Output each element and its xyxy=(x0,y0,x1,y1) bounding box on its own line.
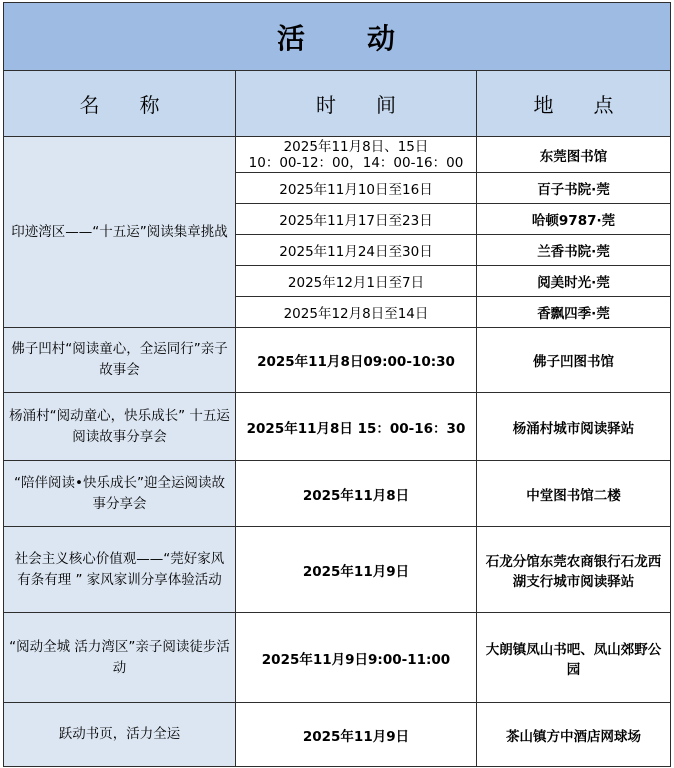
event-place: 百子书院·莞 xyxy=(477,173,671,204)
table-row xyxy=(4,393,671,461)
header-place: 地 点 xyxy=(477,71,671,137)
event-name: 杨涌村“阅动童心，快乐成长” 十五运阅读故事分享会 xyxy=(4,393,236,461)
event-place: 中堂图书馆二楼 xyxy=(477,461,671,527)
event-name: 跃动书页，活力全运 xyxy=(4,703,236,767)
event-time: 2025年11月10日至16日 xyxy=(236,173,477,204)
event-name: 社会主义核心价值观——“莞好家风 有条有理 ” 家风家训分享体验活动 xyxy=(4,527,236,613)
event-place: 大朗镇凤山书吧、凤山郊野公园 xyxy=(477,613,671,703)
table-row xyxy=(4,613,671,703)
event-place: 佛子凹图书馆 xyxy=(477,328,671,393)
event-place: 阅美时光·莞 xyxy=(477,266,671,297)
event-place: 茶山镇方中酒店网球场 xyxy=(477,703,671,767)
table-row xyxy=(4,137,671,173)
event-time-line1: 2025年11月8日、15日 xyxy=(283,138,429,155)
event-name-reading-stamp-challenge: 印迹湾区——“十五运”阅读集章挑战 xyxy=(4,137,236,328)
header-row xyxy=(4,71,671,137)
table-row xyxy=(4,328,671,393)
event-time: 2025年11月9日9:00-11:00 xyxy=(236,613,477,703)
header-name: 名 称 xyxy=(4,71,236,137)
event-time xyxy=(236,137,477,173)
event-time: 2025年11月8日 15：00-16：30 xyxy=(236,393,477,461)
event-time: 2025年11月9日 xyxy=(236,703,477,767)
event-place: 杨涌村城市阅读驿站 xyxy=(477,393,671,461)
event-place: 石龙分馆东莞农商银行石龙西湖支行城市阅读驿站 xyxy=(477,527,671,613)
event-place: 东莞图书馆 xyxy=(477,137,671,173)
event-time: 2025年11月8日 xyxy=(236,461,477,527)
event-place: 哈顿9787·莞 xyxy=(477,204,671,235)
title-row xyxy=(4,3,671,71)
event-name: 佛子凹村“阅读童心，全运同行”亲子故事会 xyxy=(4,328,236,393)
event-place: 香飘四季·莞 xyxy=(477,297,671,328)
event-name: “陪伴阅读•快乐成长”迎全运阅读故事分享会 xyxy=(4,461,236,527)
event-time: 2025年11月8日09:00-10:30 xyxy=(236,328,477,393)
event-time-line2: 10：00-12：00，14：00-16：00 xyxy=(248,154,464,171)
activity-table xyxy=(3,2,671,767)
table-row xyxy=(4,703,671,767)
event-time: 2025年12月8日至14日 xyxy=(236,297,477,328)
event-time: 2025年12月1日至7日 xyxy=(236,266,477,297)
event-name: “阅动全城 活力湾区”亲子阅读徒步活动 xyxy=(4,613,236,703)
table-row xyxy=(4,527,671,613)
table-row xyxy=(4,461,671,527)
event-place: 兰香书院·莞 xyxy=(477,235,671,266)
event-time: 2025年11月9日 xyxy=(236,527,477,613)
header-time: 时 间 xyxy=(236,71,477,137)
event-time: 2025年11月17日至23日 xyxy=(236,204,477,235)
table-title: 活 动 xyxy=(4,3,671,71)
event-time: 2025年11月24日至30日 xyxy=(236,235,477,266)
